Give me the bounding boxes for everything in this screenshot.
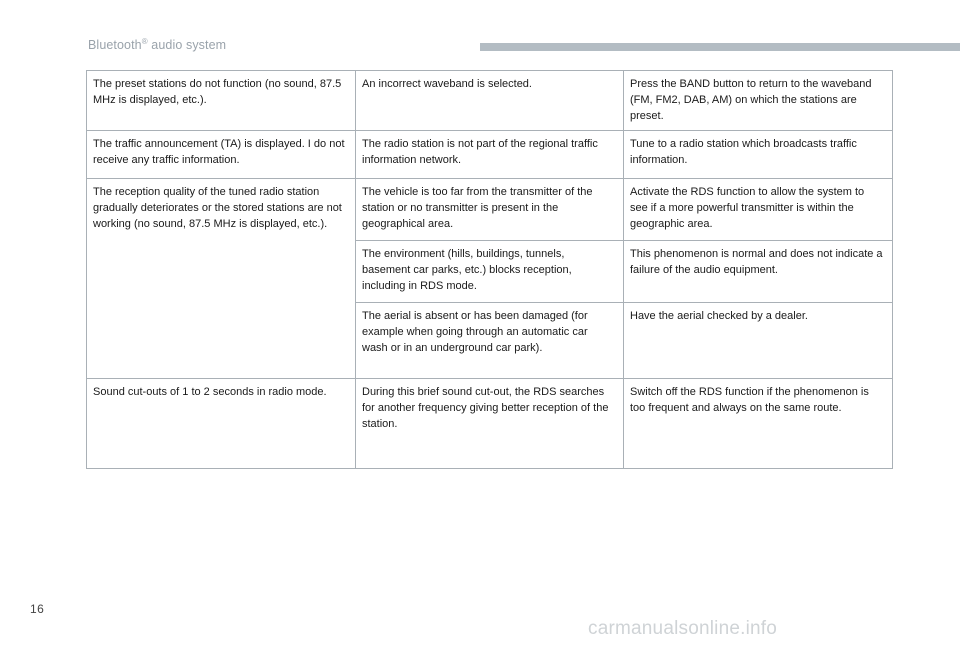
table-row xyxy=(87,179,893,241)
header-bar xyxy=(480,43,960,51)
troubleshooting-table xyxy=(86,70,893,469)
problem-cell: The traffic announcement (TA) is displayed. I do not receive any traffic information. xyxy=(87,131,356,179)
solution-cell: Tune to a radio station which broadcasts traffic information. xyxy=(624,131,893,179)
watermark: carmanualsonline.info xyxy=(588,618,778,639)
section-title-prefix: Bluetooth xyxy=(88,38,142,52)
cause-cell: The environment (hills, buildings, tunnels, basement car parks, etc.) blocks reception, including in RDS mode. xyxy=(356,241,624,303)
cause-cell: The vehicle is too far from the transmitter of the station or no transmitter is present in the geographical area. xyxy=(356,179,624,241)
cause-cell: An incorrect waveband is selected. xyxy=(356,71,624,131)
problem-cell: The preset stations do not function (no sound, 87.5 MHz is displayed, etc.). xyxy=(87,71,356,131)
cause-cell: During this brief sound cut-out, the RDS searches for another frequency giving better reception of the station. xyxy=(356,379,624,469)
registered-mark: ® xyxy=(141,36,148,46)
section-title-suffix: audio system xyxy=(147,38,227,52)
solution-cell: Have the aerial checked by a dealer. xyxy=(624,303,893,379)
table-row xyxy=(87,379,893,469)
page-number: 16 xyxy=(30,602,45,616)
solution-cell: This phenomenon is normal and does not indicate a failure of the audio equipment. xyxy=(624,241,893,303)
solution-cell: Activate the RDS function to allow the system to see if a more powerful transmitter is within the geographic area. xyxy=(624,179,893,241)
table-row xyxy=(87,131,893,179)
cause-cell: The aerial is absent or has been damaged (for example when going through an automatic car wash or in an underground car park). xyxy=(356,303,624,379)
solution-cell: Switch off the RDS function if the phenomenon is too frequent and always on the same route. xyxy=(624,379,893,469)
cause-cell: The radio station is not part of the regional traffic information network. xyxy=(356,131,624,179)
table-row xyxy=(87,71,893,131)
problem-cell: Sound cut-outs of 1 to 2 seconds in radio mode. xyxy=(87,379,356,469)
problem-cell: The reception quality of the tuned radio station gradually deteriorates or the stored stations are not working (no sound, 87.5 MHz is displayed, etc.). xyxy=(87,179,356,379)
section-title xyxy=(88,38,226,52)
solution-cell: Press the BAND button to return to the waveband (FM, FM2, DAB, AM) on which the stations are preset. xyxy=(624,71,893,131)
